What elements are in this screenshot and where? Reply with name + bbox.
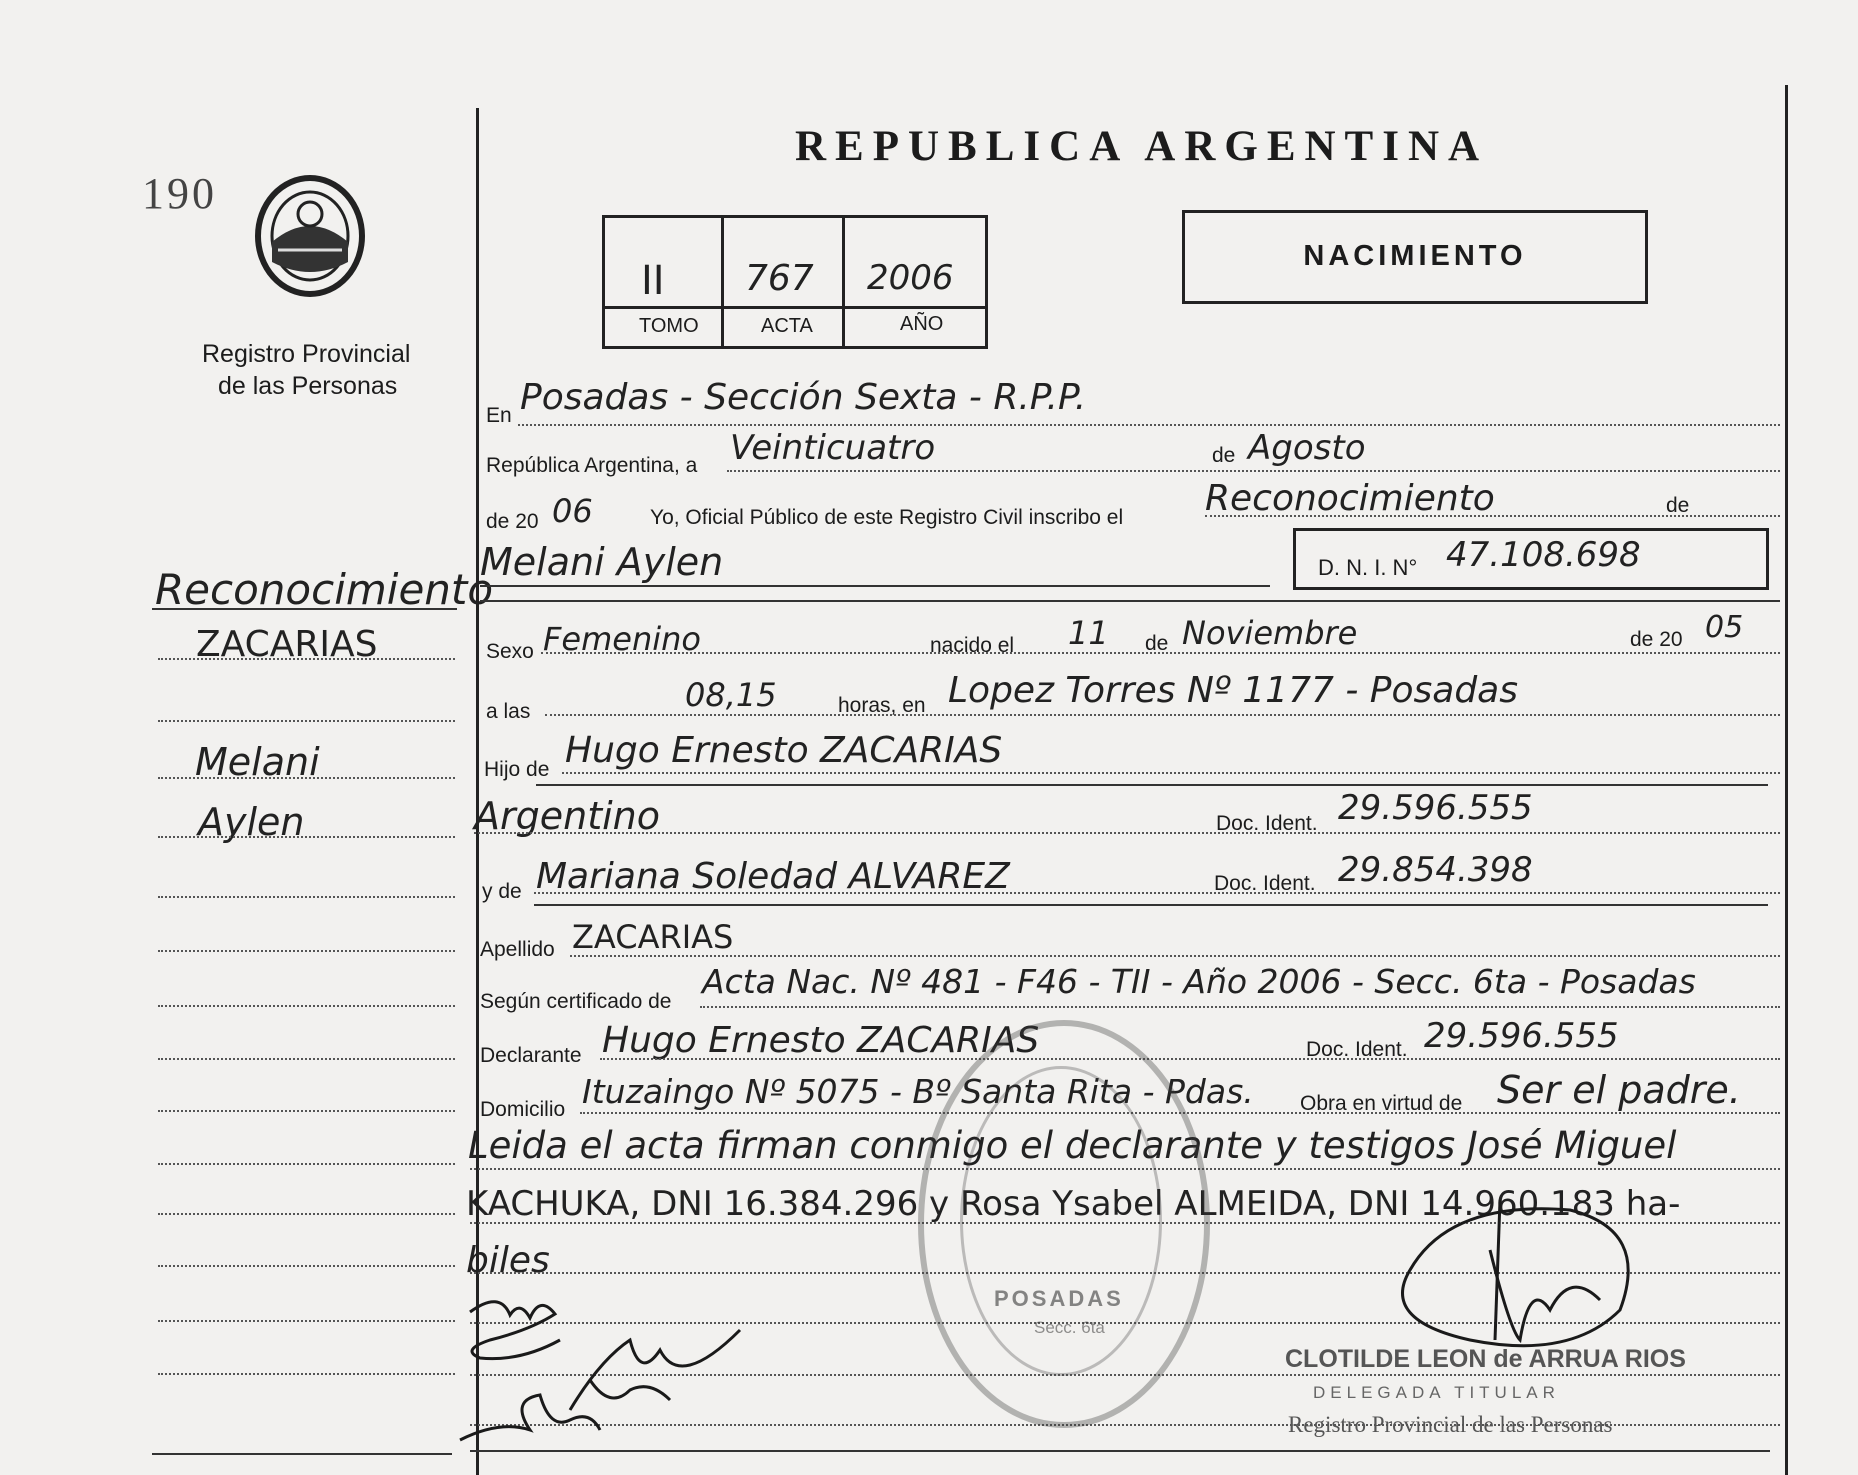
witness-signatures — [440, 1270, 780, 1460]
label-dni: D. N. I. N° — [1318, 555, 1418, 580]
page-number: 190 — [142, 169, 217, 218]
label-segun: Según certificado de — [480, 990, 672, 1013]
stamp-sub: Secc. 6ta — [1034, 1318, 1105, 1337]
month-field: Agosto — [1248, 428, 1366, 468]
margin-line — [158, 1005, 455, 1007]
sex-field: Femenino — [543, 620, 701, 658]
birthplace-field: Lopez Torres Nº 1177 - Posadas — [948, 670, 1518, 711]
label-yo: Yo, Oficial Público de este Registro Civil inscribo el — [650, 506, 1124, 529]
margin-line — [158, 720, 455, 722]
line — [541, 652, 1780, 654]
official-role: DELEGADA TITULAR — [1313, 1383, 1560, 1402]
margin-line — [158, 1265, 455, 1267]
dni-box — [1293, 528, 1769, 590]
line — [570, 955, 1780, 957]
line — [534, 904, 1768, 906]
margin-name-2: Aylen — [198, 800, 305, 844]
stamp-city: POSADAS — [994, 1286, 1124, 1311]
place-field: Posadas - Sección Sexta - R.P.P. — [520, 377, 1087, 418]
label-republica: República Argentina, a — [486, 454, 698, 477]
line — [727, 470, 1780, 472]
label-de-end: de — [1666, 494, 1690, 517]
line — [536, 784, 1768, 786]
label-en: En — [486, 404, 512, 427]
inscribe-field: Reconocimiento — [1205, 478, 1495, 519]
record-number-box — [602, 215, 988, 349]
label-declarante: Declarante — [480, 1044, 582, 1067]
label-hijo: Hijo de — [484, 758, 550, 781]
anio-value: 2006 — [867, 258, 954, 298]
line — [600, 1058, 1780, 1060]
margin-name-1: Melani — [195, 740, 320, 784]
acta-label: ACTA — [761, 315, 813, 337]
tomo-label: TOMO — [639, 315, 699, 337]
record-type: NACIMIENTO — [1303, 240, 1527, 272]
margin-line — [158, 658, 455, 660]
margin-surname: ZACARIAS — [196, 624, 378, 665]
margin-line — [158, 1110, 455, 1112]
tomo-value: II — [641, 258, 665, 304]
birth-day-field: 11 — [1068, 614, 1109, 652]
margin-line — [152, 1453, 452, 1455]
margin-line — [158, 1213, 455, 1215]
closing-text-line-3: biles — [466, 1240, 550, 1281]
closing-text-line-1: Leida el acta firman conmigo el declarante y testigos José Miguel — [468, 1124, 1677, 1167]
label-a-las: a las — [486, 700, 531, 723]
anio-label: AÑO — [900, 313, 944, 335]
label-nacido: nacido el — [930, 634, 1015, 657]
line — [474, 832, 1780, 834]
line — [1205, 515, 1780, 517]
line — [518, 424, 1780, 426]
label-horas: horas, en — [838, 694, 926, 717]
label-y-de: y de — [482, 880, 522, 903]
father-field: Hugo Ernesto ZACARIAS — [565, 730, 1003, 771]
margin-line — [158, 950, 455, 952]
declarant-field: Hugo Ernesto ZACARIAS — [602, 1020, 1040, 1061]
acta-value: 767 — [745, 258, 814, 299]
address-field: Ituzaingo Nº 5075 - Bº Santa Rita - Pdas. — [582, 1072, 1254, 1111]
country-title: REPUBLICA ARGENTINA — [795, 123, 1489, 170]
right-border — [1785, 85, 1788, 1475]
child-name: Melani Aylen — [480, 540, 724, 584]
label-doc-2: Doc. Ident. — [1214, 872, 1316, 895]
surname-field: ZACARIAS — [572, 918, 734, 956]
margin-rule — [152, 608, 457, 610]
birth-year-field: 05 — [1705, 610, 1744, 645]
label-domicilio: Domicilio — [480, 1098, 566, 1121]
birth-month-field: Noviembre — [1182, 614, 1358, 652]
declarant-doc-field: 29.596.555 — [1424, 1016, 1619, 1056]
label-de-mes: de — [1145, 632, 1169, 655]
certificate-field: Acta Nac. Nº 481 - F46 - TII - Año 2006 - Secc. 6ta - Posadas — [702, 962, 1696, 1001]
official-name: CLOTILDE LEON de ARRUA RIOS — [1285, 1345, 1686, 1373]
record-type-box — [1182, 210, 1648, 304]
label-apellido: Apellido — [480, 938, 555, 961]
closing-text-line-2: KACHUKA, DNI 16.384.296 y Rosa Ysabel ALMEIDA, DNI 14.960.183 ha- — [466, 1184, 1681, 1224]
reason-field: Ser el padre. — [1497, 1068, 1741, 1112]
label-doc-3: Doc. Ident. — [1306, 1038, 1408, 1061]
day-field: Veinticuatro — [730, 428, 936, 468]
line — [480, 600, 1780, 602]
margin-line — [158, 1320, 455, 1322]
label-doc-1: Doc. Ident. — [1216, 812, 1318, 835]
line — [545, 714, 1780, 716]
margin-line — [158, 777, 455, 779]
official-org: Registro Provincial de las Personas — [1288, 1412, 1613, 1437]
dni-field: 47.108.698 — [1446, 535, 1641, 575]
label-sexo: Sexo — [486, 640, 534, 663]
label-de: de — [1212, 444, 1236, 467]
margin-line — [158, 1163, 455, 1165]
mother-doc-field: 29.854.398 — [1338, 850, 1533, 890]
line — [534, 892, 1780, 894]
margin-note: Reconocimiento — [155, 565, 494, 614]
year-field: 06 — [552, 492, 593, 530]
line — [562, 772, 1780, 774]
label-obra: Obra en virtud de — [1300, 1092, 1463, 1115]
label-de-20: de 20 — [486, 510, 539, 533]
official-stamp — [918, 1020, 1210, 1428]
nationality-field: Argentino — [474, 794, 660, 838]
line — [480, 585, 1270, 587]
margin-line — [158, 836, 455, 838]
line — [700, 1006, 1780, 1008]
margin-line — [158, 1373, 455, 1375]
provincial-seal-icon — [248, 170, 372, 308]
margin-line — [158, 1058, 455, 1060]
mother-field: Mariana Soledad ALVAREZ — [536, 856, 1010, 897]
father-doc-field: 29.596.555 — [1338, 788, 1533, 828]
margin-line — [158, 896, 455, 898]
agency-line-2: de las Personas — [218, 372, 398, 400]
agency-line-1: Registro Provincial — [202, 340, 411, 368]
hour-field: 08,15 — [685, 676, 777, 714]
label-de-20b: de 20 — [1630, 628, 1683, 651]
